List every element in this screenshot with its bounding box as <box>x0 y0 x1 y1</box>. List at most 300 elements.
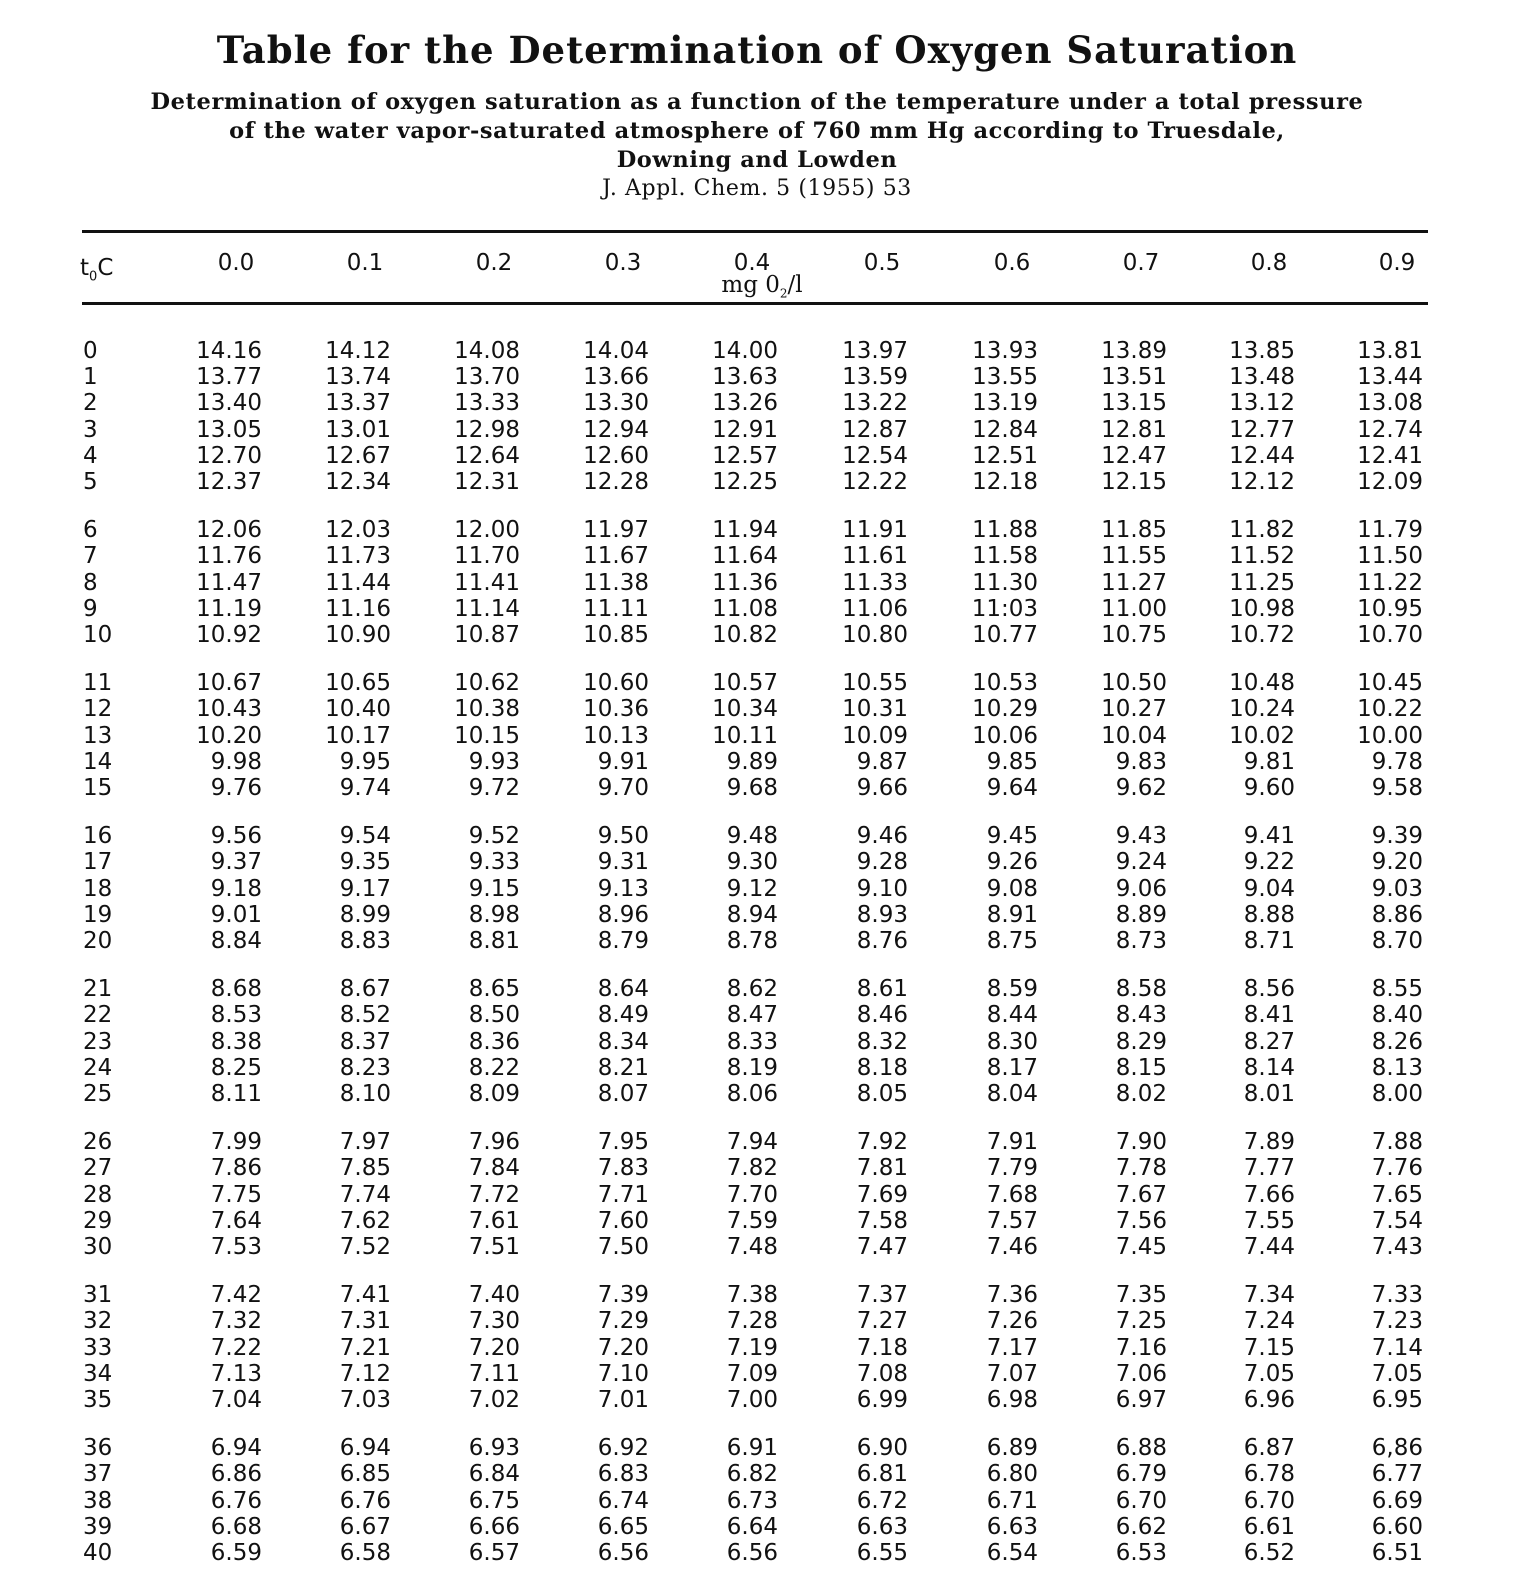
value-cell: 7.44 <box>1243 1234 1295 1260</box>
value-cell: 12.28 <box>583 469 649 495</box>
value-cell: 9.76 <box>210 775 262 801</box>
value-cell: 12.77 <box>1229 416 1295 443</box>
value-cell: 6.71 <box>986 1487 1038 1514</box>
page-title: Table for the Determination of Oxygen Saturation <box>216 28 1298 72</box>
table-row <box>0 976 1514 1002</box>
value-cell: 10.24 <box>1229 696 1295 723</box>
temperature-cell: 15 <box>83 775 113 801</box>
value-cell: 9.10 <box>856 875 908 902</box>
value-cell: 8.02 <box>1115 1081 1167 1107</box>
value-cell: 6.79 <box>1115 1461 1167 1488</box>
value-cell: 12.64 <box>454 442 520 469</box>
value-cell: 6.89 <box>986 1435 1038 1462</box>
value-cell: 7.23 <box>1371 1308 1423 1335</box>
value-cell: 7.33 <box>1371 1282 1423 1309</box>
temperature-cell: 2 <box>83 390 98 417</box>
value-cell: 8.07 <box>597 1081 649 1107</box>
value-cell: 10.67 <box>196 670 262 697</box>
value-cell: 9.28 <box>856 849 908 876</box>
value-cell: 12.00 <box>454 517 520 544</box>
value-cell: 7.31 <box>339 1308 391 1335</box>
value-cell: 13.33 <box>454 390 520 417</box>
temperature-cell: 27 <box>83 1155 113 1182</box>
value-cell: 11.88 <box>972 517 1038 544</box>
value-cell: 6.70 <box>1243 1487 1295 1514</box>
value-cell: 7.55 <box>1243 1207 1295 1234</box>
value-cell: 7.59 <box>726 1207 778 1234</box>
value-cell: 8.15 <box>1115 1054 1167 1081</box>
value-cell: 9.58 <box>1371 775 1423 801</box>
value-cell: 7.01 <box>597 1387 649 1413</box>
value-cell: 7.60 <box>597 1207 649 1234</box>
value-cell: 9.24 <box>1115 849 1167 876</box>
value-cell: 12.25 <box>712 469 778 495</box>
table-row <box>0 517 1514 543</box>
temperature-cell: 34 <box>83 1360 113 1387</box>
value-cell: 11.76 <box>196 543 262 570</box>
value-cell: 7.45 <box>1115 1234 1167 1260</box>
table-row <box>0 1129 1514 1155</box>
value-cell: 7.28 <box>726 1308 778 1335</box>
value-cell: 11.22 <box>1357 569 1423 596</box>
value-cell: 13.30 <box>583 390 649 417</box>
value-cell: 6.92 <box>597 1435 649 1462</box>
value-cell: 7.05 <box>1371 1360 1423 1387</box>
value-cell: 7.19 <box>726 1334 778 1361</box>
temperature-cell: 22 <box>83 1002 113 1029</box>
table-row <box>0 1029 1514 1055</box>
value-cell: 8.37 <box>339 1028 391 1055</box>
temperature-cell: 18 <box>83 875 113 902</box>
value-cell: 14.04 <box>583 338 649 364</box>
value-cell: 6,86 <box>1371 1435 1423 1462</box>
temperature-cell: 38 <box>83 1487 113 1514</box>
value-cell: 10.85 <box>583 622 649 648</box>
temperature-cell: 24 <box>83 1054 113 1081</box>
value-cell: 8.04 <box>986 1081 1038 1107</box>
value-cell: 8.09 <box>468 1081 520 1107</box>
value-cell: 13.59 <box>842 364 908 391</box>
value-cell: 6.95 <box>1371 1387 1423 1413</box>
value-cell: 11.70 <box>454 543 520 570</box>
value-cell: 7.08 <box>856 1360 908 1387</box>
value-cell: 8.36 <box>468 1028 520 1055</box>
table-row <box>0 443 1514 469</box>
table-row <box>0 723 1514 749</box>
value-cell: 9.74 <box>339 775 391 801</box>
value-cell: 6.75 <box>468 1487 520 1514</box>
value-cell: 9.41 <box>1243 823 1295 850</box>
value-cell: 7.50 <box>597 1234 649 1260</box>
value-cell: 9.43 <box>1115 823 1167 850</box>
value-cell: 7.18 <box>856 1334 908 1361</box>
value-cell: 11.79 <box>1357 517 1423 544</box>
value-cell: 7.15 <box>1243 1334 1295 1361</box>
value-cell: 8.38 <box>210 1028 262 1055</box>
value-cell: 9.20 <box>1371 849 1423 876</box>
table-row <box>0 469 1514 495</box>
value-cell: 7.77 <box>1243 1155 1295 1182</box>
value-cell: 8.83 <box>339 928 391 954</box>
value-cell: 10.53 <box>972 670 1038 697</box>
value-cell: 9.50 <box>597 823 649 850</box>
value-cell: 8.01 <box>1243 1081 1295 1107</box>
value-cell: 14.16 <box>196 338 262 364</box>
value-cell: 12.87 <box>842 416 908 443</box>
value-cell: 12.98 <box>454 416 520 443</box>
value-cell: 9.87 <box>856 748 908 775</box>
value-cell: 7.35 <box>1115 1282 1167 1309</box>
value-cell: 13.70 <box>454 364 520 391</box>
value-cell: 11.61 <box>842 543 908 570</box>
value-cell: 8.10 <box>339 1081 391 1107</box>
value-cell: 12.51 <box>972 442 1038 469</box>
value-cell: 9.83 <box>1115 748 1167 775</box>
value-cell: 13.05 <box>196 416 262 443</box>
value-cell: 8.59 <box>986 976 1038 1003</box>
value-cell: 7.21 <box>339 1334 391 1361</box>
value-cell: 11.50 <box>1357 543 1423 570</box>
value-cell: 9.85 <box>986 748 1038 775</box>
temperature-cell: 17 <box>83 849 113 876</box>
value-cell: 8.99 <box>339 901 391 928</box>
value-cell: 10.90 <box>325 622 391 648</box>
value-cell: 9.81 <box>1243 748 1295 775</box>
value-cell: 9.91 <box>597 748 649 775</box>
value-cell: 8.44 <box>986 1002 1038 1029</box>
value-cell: 8.62 <box>726 976 778 1003</box>
value-cell: 7.24 <box>1243 1308 1295 1335</box>
value-cell: 11.47 <box>196 569 262 596</box>
value-cell: 6.80 <box>986 1461 1038 1488</box>
value-cell: 13.01 <box>325 416 391 443</box>
value-cell: 7.58 <box>856 1207 908 1234</box>
value-cell: 8.26 <box>1371 1028 1423 1055</box>
value-cell: 6.56 <box>726 1540 778 1566</box>
value-cell: 6.63 <box>986 1513 1038 1540</box>
value-cell: 12.60 <box>583 442 649 469</box>
value-cell: 10.00 <box>1357 722 1423 749</box>
value-cell: 7.54 <box>1371 1207 1423 1234</box>
value-cell: 7.79 <box>986 1155 1038 1182</box>
value-cell: 11:03 <box>971 595 1038 622</box>
value-cell: 7.94 <box>726 1129 778 1156</box>
value-cell: 6.68 <box>210 1513 262 1540</box>
value-cell: 7.65 <box>1371 1181 1423 1208</box>
value-cell: 7.69 <box>856 1181 908 1208</box>
value-cell: 13.12 <box>1229 390 1295 417</box>
value-cell: 9.48 <box>726 823 778 850</box>
value-cell: 6.98 <box>986 1387 1038 1413</box>
value-cell: 6.54 <box>986 1540 1038 1566</box>
value-cell: 8.18 <box>856 1054 908 1081</box>
table-row <box>0 570 1514 596</box>
value-cell: 8.14 <box>1243 1054 1295 1081</box>
column-header: 0.5 <box>863 250 901 276</box>
value-cell: 7.13 <box>210 1360 262 1387</box>
value-cell: 12.74 <box>1357 416 1423 443</box>
value-cell: 7.41 <box>339 1282 391 1309</box>
table-row <box>0 622 1514 648</box>
value-cell: 13.51 <box>1101 364 1167 391</box>
temperature-cell: 36 <box>83 1435 113 1462</box>
table-row <box>0 1514 1514 1540</box>
temperature-cell: 16 <box>83 823 113 850</box>
value-cell: 13.37 <box>325 390 391 417</box>
value-cell: 7.11 <box>468 1360 520 1387</box>
value-cell: 6.82 <box>726 1461 778 1488</box>
value-cell: 10.29 <box>972 696 1038 723</box>
value-cell: 10.31 <box>842 696 908 723</box>
column-header: 0.1 <box>346 250 384 276</box>
value-cell: 11.30 <box>972 569 1038 596</box>
value-cell: 8.43 <box>1115 1002 1167 1029</box>
value-cell: 7.68 <box>986 1181 1038 1208</box>
value-cell: 13.19 <box>972 390 1038 417</box>
value-cell: 8.78 <box>726 928 778 954</box>
value-cell: 6.91 <box>726 1435 778 1462</box>
value-cell: 7.89 <box>1243 1129 1295 1156</box>
temperature-cell: 29 <box>83 1207 113 1234</box>
value-cell: 11.55 <box>1101 543 1167 570</box>
value-cell: 7.14 <box>1371 1334 1423 1361</box>
value-cell: 10.80 <box>842 622 908 648</box>
value-cell: 7.04 <box>210 1387 262 1413</box>
value-cell: 6.99 <box>856 1387 908 1413</box>
value-cell: 11.41 <box>454 569 520 596</box>
value-cell: 6.73 <box>726 1487 778 1514</box>
value-cell: 8.11 <box>210 1081 262 1107</box>
value-cell: 13.15 <box>1101 390 1167 417</box>
value-cell: 12.91 <box>712 416 778 443</box>
value-cell: 13.89 <box>1101 338 1167 364</box>
value-cell: 7.46 <box>986 1234 1038 1260</box>
value-cell: 6.70 <box>1115 1487 1167 1514</box>
value-cell: 12.03 <box>325 517 391 544</box>
value-cell: 9.95 <box>339 748 391 775</box>
value-cell: 7.99 <box>210 1129 262 1156</box>
value-cell: 11.14 <box>454 595 520 622</box>
value-cell: 10.15 <box>454 722 520 749</box>
value-cell: 11.91 <box>842 517 908 544</box>
value-cell: 8.27 <box>1243 1028 1295 1055</box>
value-cell: 8.86 <box>1371 901 1423 928</box>
table-row <box>0 823 1514 849</box>
value-cell: 9.70 <box>597 775 649 801</box>
value-cell: 8.65 <box>468 976 520 1003</box>
value-cell: 7.61 <box>468 1207 520 1234</box>
value-cell: 12.57 <box>712 442 778 469</box>
value-cell: 13.66 <box>583 364 649 391</box>
value-cell: 14.00 <box>712 338 778 364</box>
value-cell: 11.67 <box>583 543 649 570</box>
value-cell: 7.29 <box>597 1308 649 1335</box>
value-cell: 7.95 <box>597 1129 649 1156</box>
value-cell: 7.66 <box>1243 1181 1295 1208</box>
value-cell: 8.50 <box>468 1002 520 1029</box>
value-cell: 10.38 <box>454 696 520 723</box>
table-row <box>0 1282 1514 1308</box>
value-cell: 7.84 <box>468 1155 520 1182</box>
column-header: 0.8 <box>1250 250 1288 276</box>
value-cell: 12.18 <box>972 469 1038 495</box>
table-row <box>0 928 1514 954</box>
value-cell: 8.73 <box>1115 928 1167 954</box>
temperature-cell: 20 <box>83 928 113 954</box>
value-cell: 9.33 <box>468 849 520 876</box>
value-cell: 10.27 <box>1101 696 1167 723</box>
value-cell: 11.94 <box>712 517 778 544</box>
value-cell: 7.71 <box>597 1181 649 1208</box>
value-cell: 13.48 <box>1229 364 1295 391</box>
value-cell: 9.04 <box>1243 875 1295 902</box>
value-cell: 7.38 <box>726 1282 778 1309</box>
value-cell: 8.17 <box>986 1054 1038 1081</box>
value-cell: 7.86 <box>210 1155 262 1182</box>
value-cell: 7.96 <box>468 1129 520 1156</box>
value-cell: 7.56 <box>1115 1207 1167 1234</box>
value-cell: 8.25 <box>210 1054 262 1081</box>
temperature-cell: 9 <box>83 595 98 622</box>
value-cell: 10.40 <box>325 696 391 723</box>
value-cell: 6.67 <box>339 1513 391 1540</box>
value-cell: 7.51 <box>468 1234 520 1260</box>
value-cell: 7.90 <box>1115 1129 1167 1156</box>
value-cell: 6.51 <box>1371 1540 1423 1566</box>
value-cell: 7.39 <box>597 1282 649 1309</box>
reference: J. Appl. Chem. 5 (1955) 53 <box>602 176 912 201</box>
value-cell: 12.44 <box>1229 442 1295 469</box>
value-cell: 8.67 <box>339 976 391 1003</box>
value-cell: 11.36 <box>712 569 778 596</box>
value-cell: 6.52 <box>1243 1540 1295 1566</box>
value-cell: 10.36 <box>583 696 649 723</box>
value-cell: 13.22 <box>842 390 908 417</box>
value-cell: 9.22 <box>1243 849 1295 876</box>
value-cell: 13.97 <box>842 338 908 364</box>
value-cell: 8.64 <box>597 976 649 1003</box>
temperature-cell: 19 <box>83 901 113 928</box>
value-cell: 8.49 <box>597 1002 649 1029</box>
value-cell: 8.79 <box>597 928 649 954</box>
value-cell: 11.38 <box>583 569 649 596</box>
table-row <box>0 596 1514 622</box>
table-row <box>0 338 1514 364</box>
value-cell: 10.72 <box>1229 622 1295 648</box>
value-cell: 8.71 <box>1243 928 1295 954</box>
value-cell: 10.77 <box>972 622 1038 648</box>
temperature-cell: 28 <box>83 1181 113 1208</box>
value-cell: 11.16 <box>325 595 391 622</box>
value-cell: 6.57 <box>468 1540 520 1566</box>
value-cell: 11.11 <box>583 595 649 622</box>
value-cell: 14.08 <box>454 338 520 364</box>
value-cell: 8.05 <box>856 1081 908 1107</box>
table-row <box>0 1081 1514 1107</box>
value-cell: 7.36 <box>986 1282 1038 1309</box>
value-cell: 8.06 <box>726 1081 778 1107</box>
value-cell: 6.66 <box>468 1513 520 1540</box>
value-cell: 6.74 <box>597 1487 649 1514</box>
value-cell: 10.50 <box>1101 670 1167 697</box>
value-cell: 12.09 <box>1357 469 1423 495</box>
value-cell: 8.40 <box>1371 1002 1423 1029</box>
value-cell: 7.85 <box>339 1155 391 1182</box>
temperature-cell: 11 <box>83 670 113 697</box>
table-row <box>0 1182 1514 1208</box>
unit-label: mg $0_2/l$ <box>721 272 803 301</box>
value-cell: 8.33 <box>726 1028 778 1055</box>
value-cell: 7.83 <box>597 1155 649 1182</box>
value-cell: 6.77 <box>1371 1461 1423 1488</box>
value-cell: 10.09 <box>842 722 908 749</box>
value-cell: 7.74 <box>339 1181 391 1208</box>
value-cell: 7.09 <box>726 1360 778 1387</box>
value-cell: 12.47 <box>1101 442 1167 469</box>
value-cell: 6.72 <box>856 1487 908 1514</box>
temperature-cell: 39 <box>83 1513 113 1540</box>
value-cell: 10.48 <box>1229 670 1295 697</box>
value-cell: 7.37 <box>856 1282 908 1309</box>
value-cell: 11.33 <box>842 569 908 596</box>
value-cell: 8.56 <box>1243 976 1295 1003</box>
value-cell: 6.63 <box>856 1513 908 1540</box>
value-cell: 13.40 <box>196 390 262 417</box>
temperature-cell: 12 <box>83 696 113 723</box>
value-cell: 9.35 <box>339 849 391 876</box>
temperature-header: $t_0C$ <box>80 255 114 285</box>
value-cell: 12.94 <box>583 416 649 443</box>
value-cell: 7.53 <box>210 1234 262 1260</box>
value-cell: 11.52 <box>1229 543 1295 570</box>
value-cell: 10.06 <box>972 722 1038 749</box>
value-cell: 13.63 <box>712 364 778 391</box>
value-cell: 9.56 <box>210 823 262 850</box>
value-cell: 9.46 <box>856 823 908 850</box>
value-cell: 8.46 <box>856 1002 908 1029</box>
value-cell: 11.25 <box>1229 569 1295 596</box>
value-cell: 9.68 <box>726 775 778 801</box>
value-cell: 7.88 <box>1371 1129 1423 1156</box>
top-rule <box>82 230 1428 233</box>
value-cell: 13.55 <box>972 364 1038 391</box>
value-cell: 9.06 <box>1115 875 1167 902</box>
value-cell: 8.68 <box>210 976 262 1003</box>
value-cell: 8.13 <box>1371 1054 1423 1081</box>
value-cell: 12.37 <box>196 469 262 495</box>
table-row <box>0 1488 1514 1514</box>
value-cell: 9.03 <box>1371 875 1423 902</box>
value-cell: 12.81 <box>1101 416 1167 443</box>
temperature-cell: 31 <box>83 1282 113 1309</box>
subtitle-line-1: Determination of oxygen saturation as a function of the temperature under a total pressure <box>150 89 1364 115</box>
value-cell: 7.62 <box>339 1207 391 1234</box>
column-header: 0.0 <box>217 250 255 276</box>
table-row <box>0 1461 1514 1487</box>
value-cell: 7.12 <box>339 1360 391 1387</box>
value-cell: 10.02 <box>1229 722 1295 749</box>
value-cell: 10.60 <box>583 670 649 697</box>
value-cell: 6.86 <box>210 1461 262 1488</box>
temperature-cell: 6 <box>83 517 98 544</box>
value-cell: 13.08 <box>1357 390 1423 417</box>
header-rule <box>82 302 1428 305</box>
value-cell: 6.58 <box>339 1540 391 1566</box>
value-cell: 9.62 <box>1115 775 1167 801</box>
temperature-cell: 35 <box>83 1387 113 1413</box>
temperature-cell: 26 <box>83 1129 113 1156</box>
value-cell: 7.72 <box>468 1181 520 1208</box>
